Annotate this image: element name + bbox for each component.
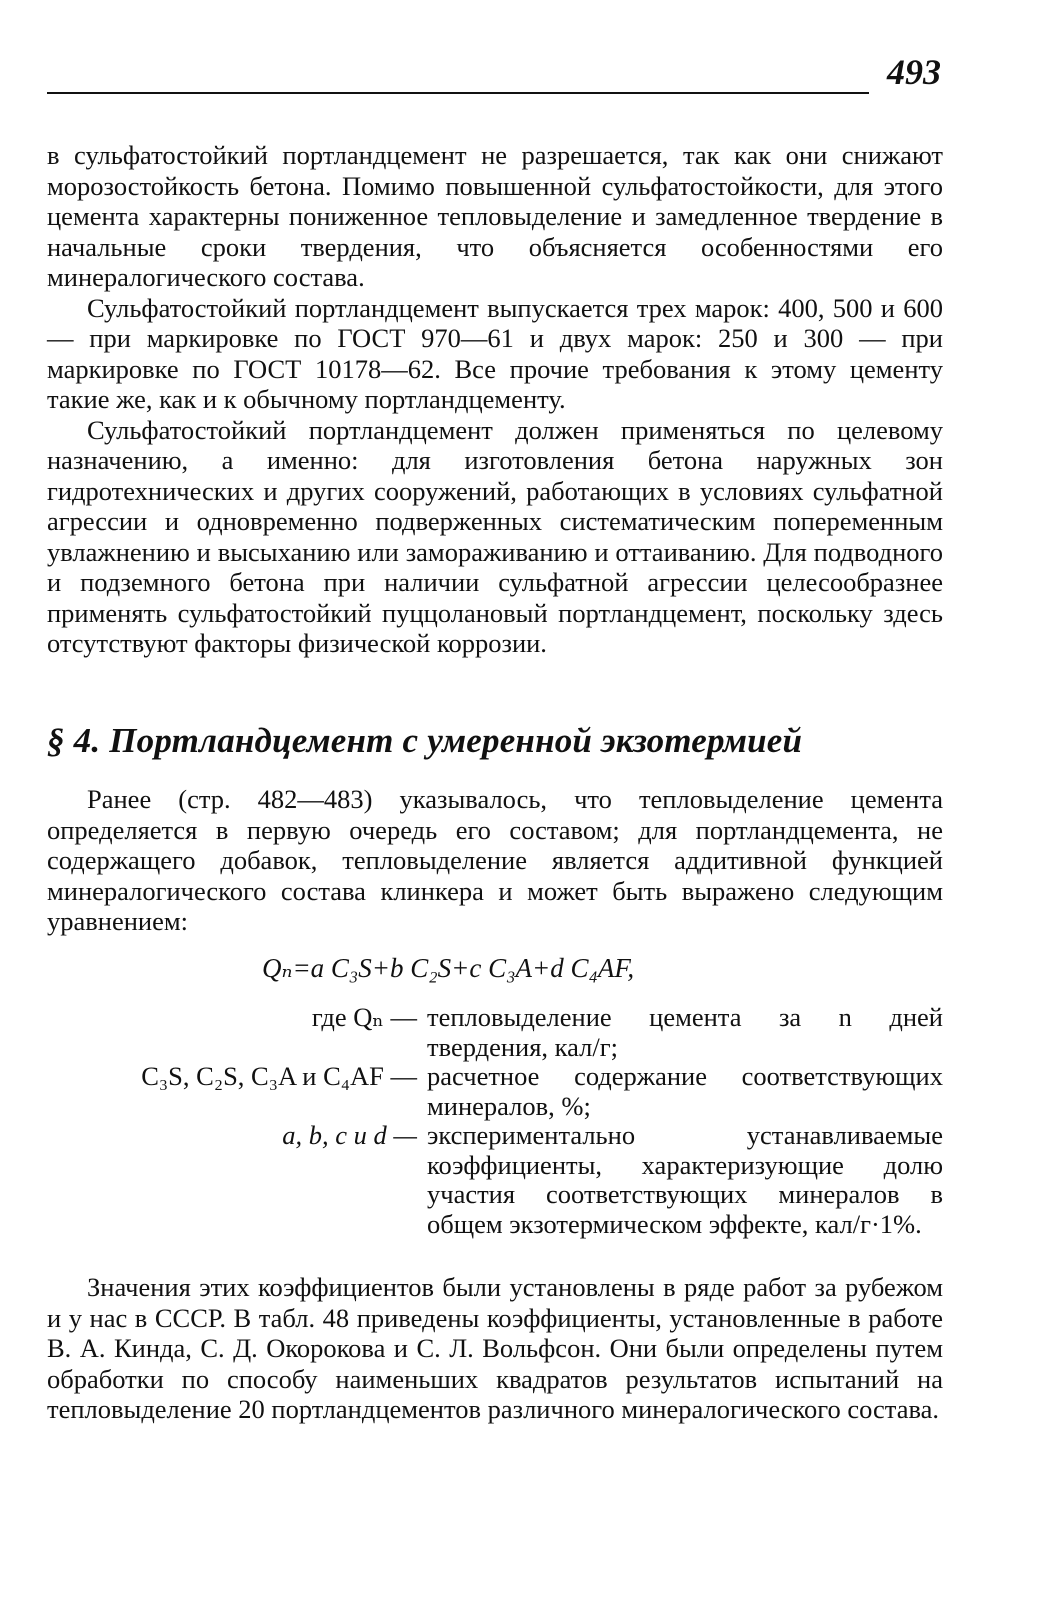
formula-definitions xyxy=(47,1003,943,1239)
paragraph: Значения этих коэффициентов были установлены в ряде работ за рубежом и у нас в СССР. В табл. 48 приведены коэффициенты, установленные в работе В. А. Кинда, С. Д. Окорокова и С. Л. Вольфсон. Они были определены путем обработки по способу наименьших квадратов результатов испытаний на тепловыделение 20 портландцементов различного минералогического состава. xyxy=(47,1272,943,1424)
body-text-intro xyxy=(47,784,943,937)
heat-release-formula: Qₙ=a C₃S+b C₂S+c C₃A+d C₄AF, xyxy=(262,953,635,983)
page-header xyxy=(47,46,943,98)
body-text-bottom xyxy=(47,1272,943,1425)
header-rule xyxy=(47,92,869,94)
paragraph: Сульфатостойкий портландцемент должен применяться по целевому назначению, а именно: для изготовления бетона наружных зон гидротехнических и других сооружений, работающих в условиях сульфатной агрессии и одновременно подверженных систематическим попеременным увлажнению и высыханию или замораживанию и оттаиванию. Для подводного и подземного бетона при наличии сульфатной агрессии целесообразнее применять сульфатостойкий пуццолановый портландцемент, поскольку здесь отсутствуют факторы физической коррозии. xyxy=(47,414,943,658)
definition-term: где Qₙ — xyxy=(311,1002,417,1032)
page-number: 493 xyxy=(887,52,941,92)
definition-row xyxy=(47,1003,943,1062)
definition-row xyxy=(47,1121,943,1239)
definition-row xyxy=(47,1062,943,1121)
paragraph: Ранее (стр. 482—483) указывалось, что тепловыделение цемента определяется в первую очередь его составом; для портландцемента, не содержащего добавок, тепловыделение является аддитивной функцией минералогического состава клинкера и может быть выражено следующим уравнением: xyxy=(47,784,943,936)
paragraph: Сульфатостойкий портландцемент выпускается трех марок: 400, 500 и 600 — при маркировке по ГОСТ 970—61 и двух марок: 250 и 300 — при маркировке по ГОСТ 10178—62. Все прочие требования к этому цементу такие же, как и к обычному портландцементу. xyxy=(47,292,943,414)
definition-term: a, b, c и d — xyxy=(282,1120,417,1150)
definition-description: тепловыделение цемента за n дней твердения, кал/г; xyxy=(427,1002,943,1062)
paragraph: в сульфатостойкий портландцемент не разрешается, так как они снижают морозостойкость бетона. Помимо повышенной сульфатостойкости, для этого цемента характерны пониженное тепловыделение и замедленное твердение в начальные сроки твердения, что объясняется особенностями его минералогического состава. xyxy=(47,140,943,292)
definition-description: экспериментально устанавливаемые коэффициенты, характеризующие долю участия соответствующих минералов в общем экзотермическом эффекте, кал/г·1%. xyxy=(427,1120,943,1239)
section-heading: § 4. Портландцемент с умеренной экзотермией xyxy=(47,721,803,760)
definition-description: расчетное содержание соответствующих минералов, %; xyxy=(427,1061,943,1121)
definition-term: C₃S, C₂S, C₃A и C₄AF — xyxy=(141,1061,417,1091)
body-text-top xyxy=(47,140,943,659)
